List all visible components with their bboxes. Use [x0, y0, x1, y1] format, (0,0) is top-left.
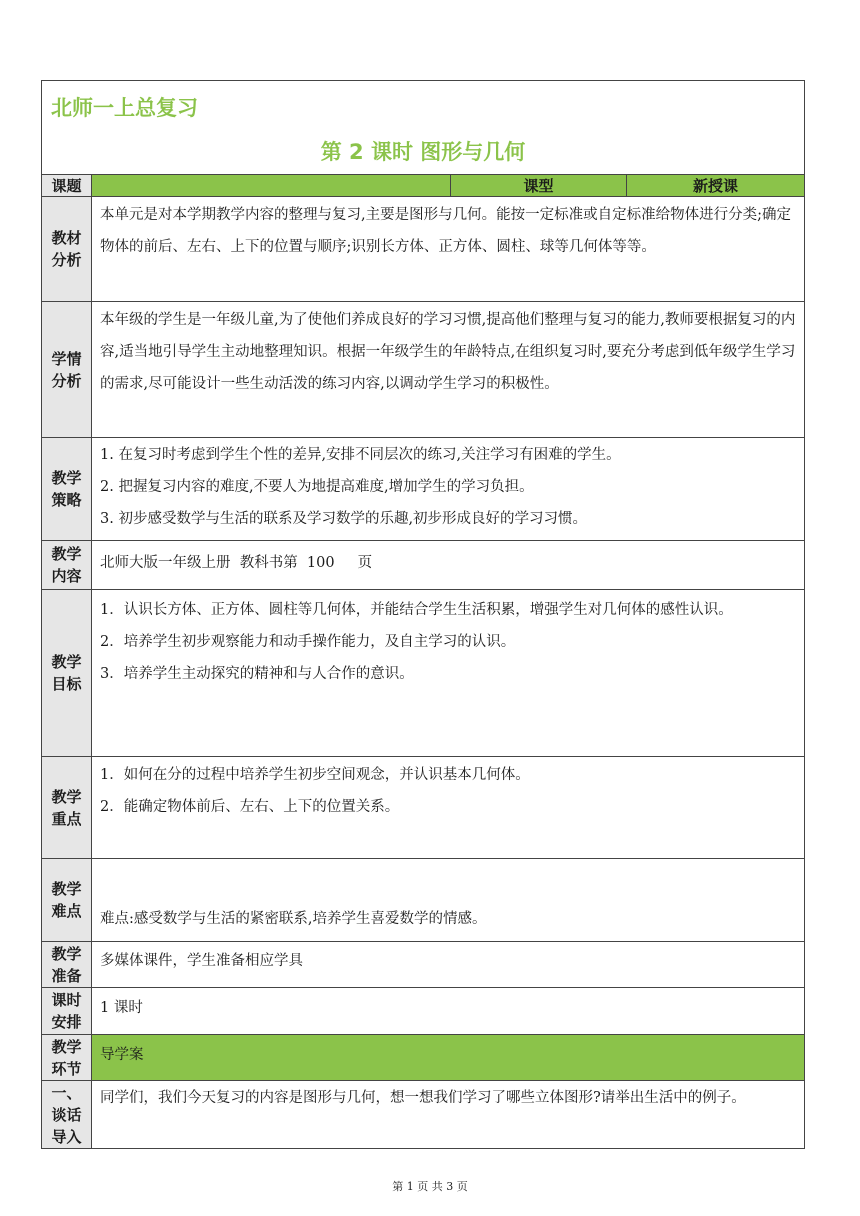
content-line: 1．如何在分的过程中培养学生初步空间观念，并认识基本几何体。 [100, 767, 530, 783]
section-label: 教学 准备 [42, 942, 92, 987]
section-label: 教学 策略 [42, 438, 92, 540]
content-line: 3. 初步感受数学与生活的联系及学习数学的乐趣,初步形成良好的学习习惯。 [100, 511, 588, 527]
section-label: 教学 内容 [42, 541, 92, 589]
section-label: 学情 分析 [42, 302, 92, 437]
section-content [92, 590, 804, 756]
section-teaching-strategy [42, 438, 804, 541]
section-content [92, 1081, 804, 1148]
content-line: 1．认识长方体、正方体、圆柱等几何体，并能结合学生生活积累，增强学生对几何体的感性认识。 [100, 602, 733, 618]
topic-label: 课题 [42, 175, 92, 196]
section-student-analysis [42, 302, 804, 438]
section-content [92, 197, 804, 301]
section-label: 教学 环节 [42, 1035, 92, 1080]
section-textbook-analysis [42, 197, 804, 302]
section-label: 教学 目标 [42, 590, 92, 756]
section-content [92, 438, 804, 540]
content-line: 难点:感受数学与生活的紧密联系,培养学生喜爱数学的情感。 [100, 911, 487, 927]
section-content [92, 859, 804, 941]
section-content [92, 757, 804, 858]
section-key-points [42, 757, 804, 859]
content-line: 1. 在复习时考虑到学生个性的差异,安排不同层次的练习,关注学习有困难的学生。 [100, 447, 621, 463]
section-label: 教学 难点 [42, 859, 92, 941]
content-line: 3．培养学生主动探究的精神和与人合作的意识。 [100, 666, 414, 682]
content-line: 本年级的学生是一年级儿童,为了使他们养成良好的学习习惯,提高他们整理与复习的能力,教师要根据复习的内容,适当地引导学生主动地整理知识。根据一年级学生的年龄特点,在组织复习时,要充分考虑到低年级学生学习的需求,尽可能设计一些生动活泼的练习内容,以调动学生学习的积极性。 [100, 312, 796, 392]
topic-row [42, 175, 804, 197]
section-preparation [42, 942, 804, 988]
section-label: 课时 安排 [42, 988, 92, 1034]
lesson-type-value: 新授课 [627, 175, 804, 196]
content-line: 本单元是对本学期教学内容的整理与复习,主要是图形与几何。能按一定标准或自定标准给物体进行分类;确定物体的前后、左右、上下的位置与顺序;识别长方体、正方体、圆柱、球等几何体等等。 [100, 207, 791, 255]
content-line: 2. 把握复习内容的难度,不要人为地提高难度,增加学生的学习负担。 [100, 479, 534, 495]
section-content [92, 942, 804, 987]
section-teaching-stage [42, 1035, 804, 1081]
section-content [92, 302, 804, 437]
lesson-plan-table [41, 80, 805, 1149]
title-block [42, 81, 804, 175]
section-schedule [42, 988, 804, 1035]
section-teaching-content [42, 541, 804, 590]
content-line: 同学们，我们今天复习的内容是图形与几何，想一想我们学习了哪些立体图形?请举出生活中的例子。 [100, 1090, 746, 1106]
section-label: 一、 谈话 导入 [42, 1081, 92, 1148]
section-content [92, 541, 804, 589]
content-line: 多媒体课件，学生准备相应学具 [100, 953, 303, 969]
section-content [92, 1035, 804, 1080]
section-label: 教学 重点 [42, 757, 92, 858]
content-line: 1 课时 [100, 1000, 143, 1016]
page-footer: 第 1 页 共 3 页 [392, 1180, 468, 1193]
content-line: 北师大版一年级上册 教科书第 100 页 [100, 555, 373, 571]
document-title: 北师一上总复习 [51, 96, 198, 120]
section-content [92, 988, 804, 1034]
section-difficulties [42, 859, 804, 942]
content-line: 导学案 [100, 1047, 144, 1063]
section-teaching-goals [42, 590, 804, 757]
lesson-type-label: 课型 [451, 175, 627, 196]
content-line: 2．培养学生初步观察能力和动手操作能力，及自主学习的认识。 [100, 634, 516, 650]
section-intro-talk [42, 1081, 804, 1148]
section-label: 教材 分析 [42, 197, 92, 301]
lesson-title: 第 2 课时 图形与几何 [320, 140, 526, 164]
topic-value-cell [92, 175, 451, 196]
content-line: 2．能确定物体前后、左右、上下的位置关系。 [100, 799, 400, 815]
